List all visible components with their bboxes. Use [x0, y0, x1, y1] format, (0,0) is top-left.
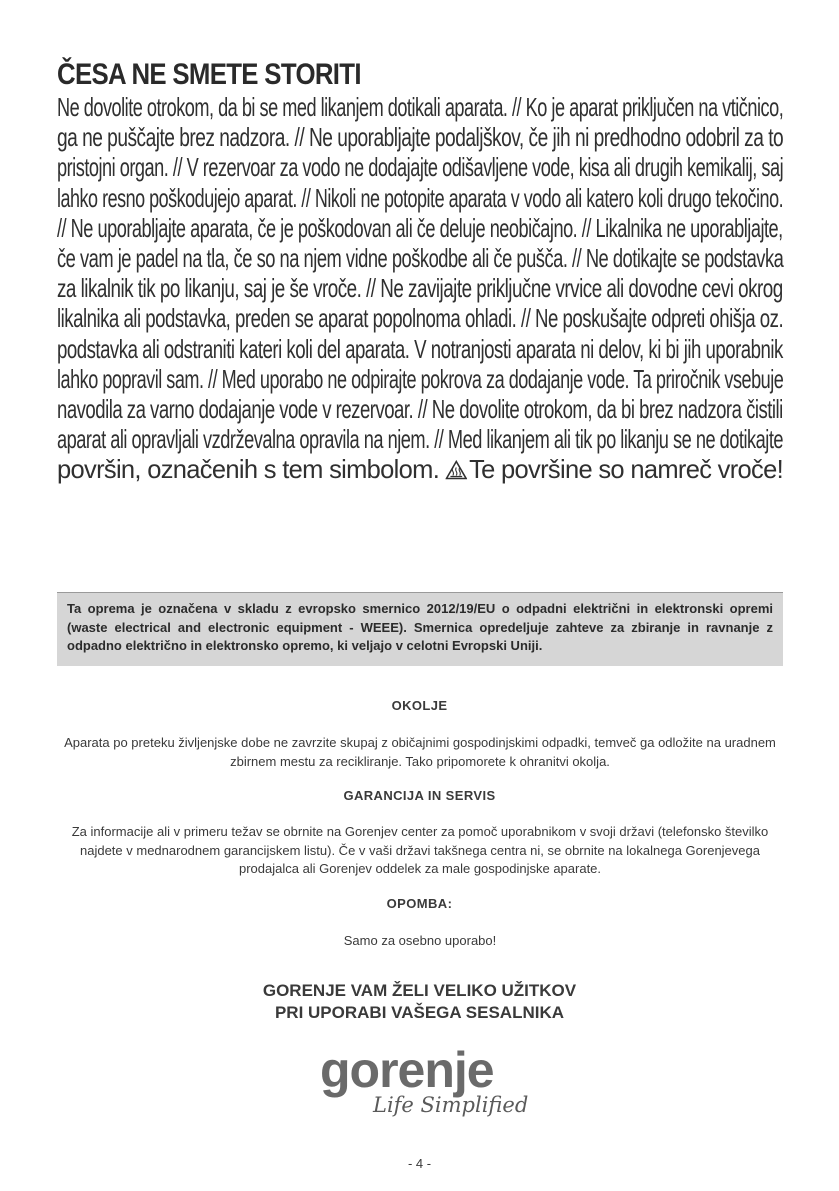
- warning-line-5: // Ne uporabljajte aparata, če je poškodovan ali če deluje neobičajno. // Likalnika ne uporabljajte,: [57, 212, 783, 243]
- warning-line-4: lahko resno poškodujejo aparat. // Nikoli ne potopite aparata v vodo ali katero koli drugo tekočino.: [57, 182, 784, 213]
- warning-line-8: likalnika ali podstavka, preden se aparat popolnoma ohladi. // Ne poskušajte odpreti ohišja oz.: [57, 303, 784, 334]
- environment-heading: OKOLJE: [391, 698, 448, 713]
- hot-surface-icon: [446, 460, 468, 480]
- warranty-text: Za informacije ali v primeru težav se obrnite na Gorenjev center za pomoč uporabnikom v svoji državi (telefonsko številko najdete v mednarodnem garancijskem listu). Če v vaši državi takšnega centra ni, se obrnite na lokalnega Gorenjevega prodajalca ali Gorenjev oddelek za male gospodinjske aparate.: [71, 824, 769, 876]
- weee-notice-text: Ta oprema je označena v skladu z evropsko smernico 2012/19/EU o odpadni električni in elektronski opremi (waste electrical and electronic equipment - WEEE). Smernica opredeljuje zahteve za zbiranje in ravnanje z odpadno električno in elektronsko opremo, ki veljajo v celotni Evropski Uniji.: [67, 601, 773, 653]
- warning-line-7: za likalnik tik po likanju, saj je še vroče. // Ne zavijajte priključne vrvice ali dovodne cevi okrog: [57, 273, 783, 304]
- warning-line-13-start: površin, označenih s tem simbolom.: [57, 454, 440, 485]
- note-heading: OPOMBA:: [386, 896, 453, 911]
- warranty-heading: GARANCIJA IN SERVIS: [343, 788, 496, 803]
- warning-line-11: navodila za varno dodajanje vode v rezervoar. // Ne dovolite otrokom, da bi brez nadzora čistili: [57, 394, 783, 425]
- warning-line-2: ga ne puščajte brez nadzora. // Ne uporabljajte podaljškov, če jih ni predhodno odobril za to: [57, 122, 784, 153]
- warning-line-10: lahko popravil sam. // Med uporabo ne odpirajte pokrova za dodajanje vode. Ta priročnik vsebuje: [57, 363, 784, 394]
- warnings-title: ČESA NE SMETE STORITI: [57, 58, 361, 91]
- warning-line-13: [57, 454, 784, 485]
- warning-line-6: če vam je padel na tla, če so na njem vidne poškodbe ali če pušča. // Ne dotikajte se podstavka: [57, 243, 784, 274]
- warning-line-3: pristojni organ. // V rezervoar za vodo ne dodajajte odišavljene vode, kisa ali drugih kemikalij, saj: [57, 152, 784, 183]
- environment-text: Aparata po preteku življenjske dobe ne zavrzite skupaj z običajnimi gospodinjskimi odpadki, temveč ga odložite na uradnem zbirnem mestu za recikliranje. Tako pripomorete k ohranitvi okolja.: [64, 735, 776, 769]
- closing-line-2: PRI UPORABI VAŠEGA SESALNIKA: [274, 1003, 565, 1022]
- warnings-body: [57, 92, 783, 485]
- gorenje-logo: [320, 1040, 530, 1130]
- warning-line-13-end: Te površine so namreč vroče!: [469, 454, 784, 485]
- warning-line-1: Ne dovolite otrokom, da bi se med likanjem dotikali aparata. // Ko je aparat priključen na vtičnico,: [57, 92, 784, 122]
- closing-message: [0, 980, 839, 1024]
- page-number: - 4 -: [407, 1156, 432, 1171]
- logo-brand: gorenje: [320, 1042, 494, 1098]
- weee-notice-box: [57, 592, 783, 666]
- logo-tagline: Life Simplified: [373, 1093, 529, 1117]
- warning-line-12: aparat ali opravljali vzdrževalna opravila na njem. // Med likanjem ali tik po likanju se ne dotikajte: [57, 424, 784, 455]
- note-text: Samo za osebno uporabo!: [343, 933, 497, 948]
- closing-line-1: GORENJE VAM ŽELI VELIKO UŽITKOV: [262, 981, 577, 1000]
- warning-line-9: podstavka ali odstraniti kateri koli del aparata. V notranjosti aparata ni delov, ki bi jih uporabnik: [57, 333, 783, 364]
